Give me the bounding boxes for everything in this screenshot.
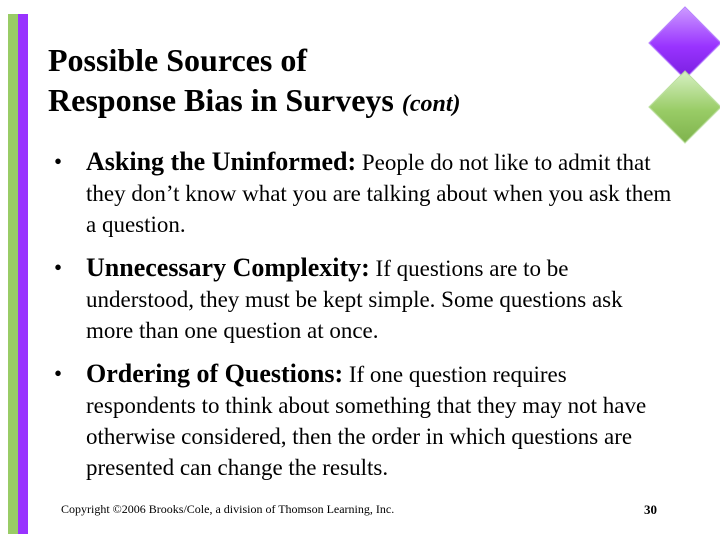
- side-stripe-green: [8, 14, 18, 534]
- bullet-item-uninformed: [54, 146, 674, 240]
- title-suffix: (cont): [401, 91, 461, 117]
- side-stripe-purple: [18, 14, 28, 534]
- title-line-2: Response Bias in Surveys: [48, 82, 394, 118]
- bullet-term: Asking the Uninformed:: [86, 147, 357, 176]
- slide-title: [48, 40, 461, 124]
- bullet-dot: •: [54, 149, 63, 174]
- footer-copyright: Copyright ©2006 Brooks/Cole, a division of Thomson Learning, Inc.: [61, 502, 395, 516]
- bullet-dot: •: [54, 361, 63, 386]
- bullet-dot: •: [54, 255, 63, 280]
- bullet-text: If one question requires respondents to think about something that they may not have otherwise considered, then the order in which questions are presented can change the results.: [86, 362, 647, 480]
- side-accent-bar: [0, 14, 28, 534]
- bullet-text: People do not like to admit that they don’t know what you are talking about when you ask them a question.: [86, 150, 672, 237]
- purple-diamond-decoration: [648, 6, 720, 80]
- bullet-text: If questions are to be understood, they must be kept simple. Some questions ask more than one question at once.: [86, 256, 623, 343]
- page-number: 30: [644, 502, 657, 517]
- bullet-term: Unnecessary Complexity:: [86, 253, 370, 282]
- bullet-list: [54, 146, 674, 495]
- bullet-term: Ordering of Questions:: [86, 359, 344, 388]
- green-diamond-decoration: [648, 70, 720, 144]
- title-line-1: Possible Sources of: [48, 42, 307, 78]
- bullet-item-ordering: [54, 358, 674, 483]
- bullet-item-complexity: [54, 252, 674, 346]
